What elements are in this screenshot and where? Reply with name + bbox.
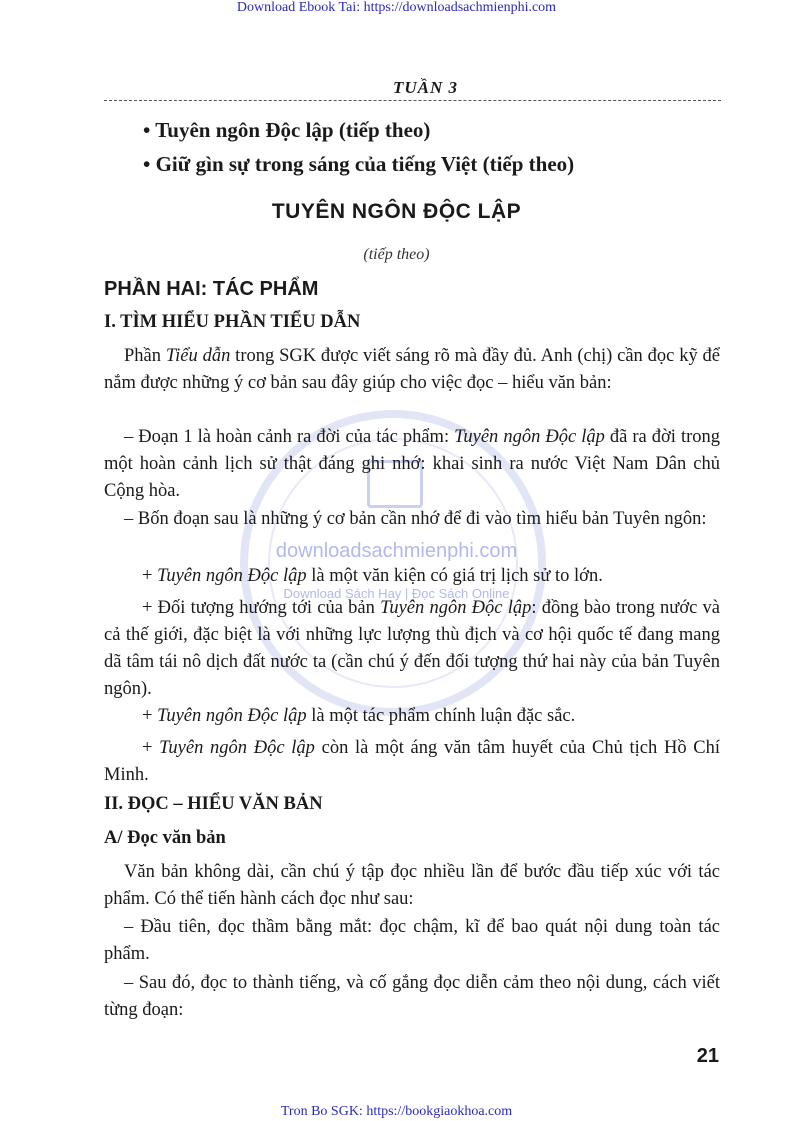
section-heading-1: I. TÌM HIỂU PHẦN TIỂU DẪN: [104, 312, 361, 332]
part-heading: PHẦN HAI: TÁC PHẨM: [104, 278, 319, 300]
paragraph: – Đoạn 1 là hoàn cảnh ra đời của tác phẩm: Tuyên ngôn Độc lập đã ra đời trong một hoàn cảnh lịch sử thật đáng ghi nhớ: khai sinh ra nước Việt Nam Dân chủ Cộng hòa.: [104, 427, 721, 501]
paragraph: + Đối tượng hướng tới của bản Tuyên ngôn Độc lập: đồng bào trong nước và cả thế giới, đặc biệt là với những lực lượng thù địch và cơ hội quốc tế đang mang dã tâm tái nô dịch đất nước ta (cần chú ý đến đối tượng thứ hai này của bản Tuyên ngôn).: [104, 598, 720, 699]
week-label: TUẦN 3: [392, 78, 458, 97]
section-heading-2: II. ĐỌC – HIỂU VĂN BẢN: [104, 794, 323, 814]
topic-bullet: • Tuyên ngôn Độc lập (tiếp theo): [143, 118, 431, 142]
paragraph: + Tuyên ngôn Độc lập là một văn kiện có giá trị lịch sử to lớn.: [142, 566, 603, 586]
paragraph: Văn bản không dài, cần chú ý tập đọc nhiều lần để bước đầu tiếp xúc với tác phẩm. Có thể tiến hành cách đọc như sau:: [104, 862, 720, 909]
paragraph: Phần Tiểu dẫn trong SGK được viết sáng rõ mà đầy đủ. Anh (chị) cần đọc kỹ để nắm được những ý cơ bản sau đây giúp cho việc đọc – hiểu văn bản:: [104, 346, 721, 393]
paragraph: – Đầu tiên, đọc thầm bằng mắt: đọc chậm, kĩ để bao quát nội dung toàn tác phẩm.: [104, 917, 720, 964]
subsection-heading: A/ Đọc văn bản: [104, 828, 226, 848]
paragraph: + Tuyên ngôn Độc lập là một tác phẩm chính luận đặc sắc.: [142, 706, 576, 726]
watermark-site: downloadsachmienphi.com: [275, 540, 518, 562]
watermark-tagline: Download Sách Hay | Đọc Sách Online: [283, 586, 510, 601]
topic-bullet: • Giữ gìn sự trong sáng của tiếng Việt (tiếp theo): [143, 152, 575, 176]
paragraph: – Sau đó, đọc to thành tiếng, và cố gắng đọc diễn cảm theo nội dung, cách viết từng đoạn:: [104, 973, 720, 1020]
page-subtitle: (tiếp theo): [363, 246, 430, 263]
page-title: TUYÊN NGÔN ĐỘC LẬP: [271, 200, 522, 223]
header-download-link[interactable]: Download Ebook Tai: https://downloadsachmienphi.com: [236, 0, 557, 15]
page-number: 21: [696, 1045, 719, 1067]
footer-sgk-link[interactable]: Tron Bo SGK: https://bookgiaokhoa.com: [280, 1104, 513, 1119]
header-divider: [104, 100, 721, 101]
paragraph: – Bốn đoạn sau là những ý cơ bản cần nhớ để đi vào tìm hiểu bản Tuyên ngôn:: [124, 509, 707, 529]
paragraph: + Tuyên ngôn Độc lập còn là một áng văn tâm huyết của Chủ tịch Hồ Chí Minh.: [104, 738, 721, 785]
